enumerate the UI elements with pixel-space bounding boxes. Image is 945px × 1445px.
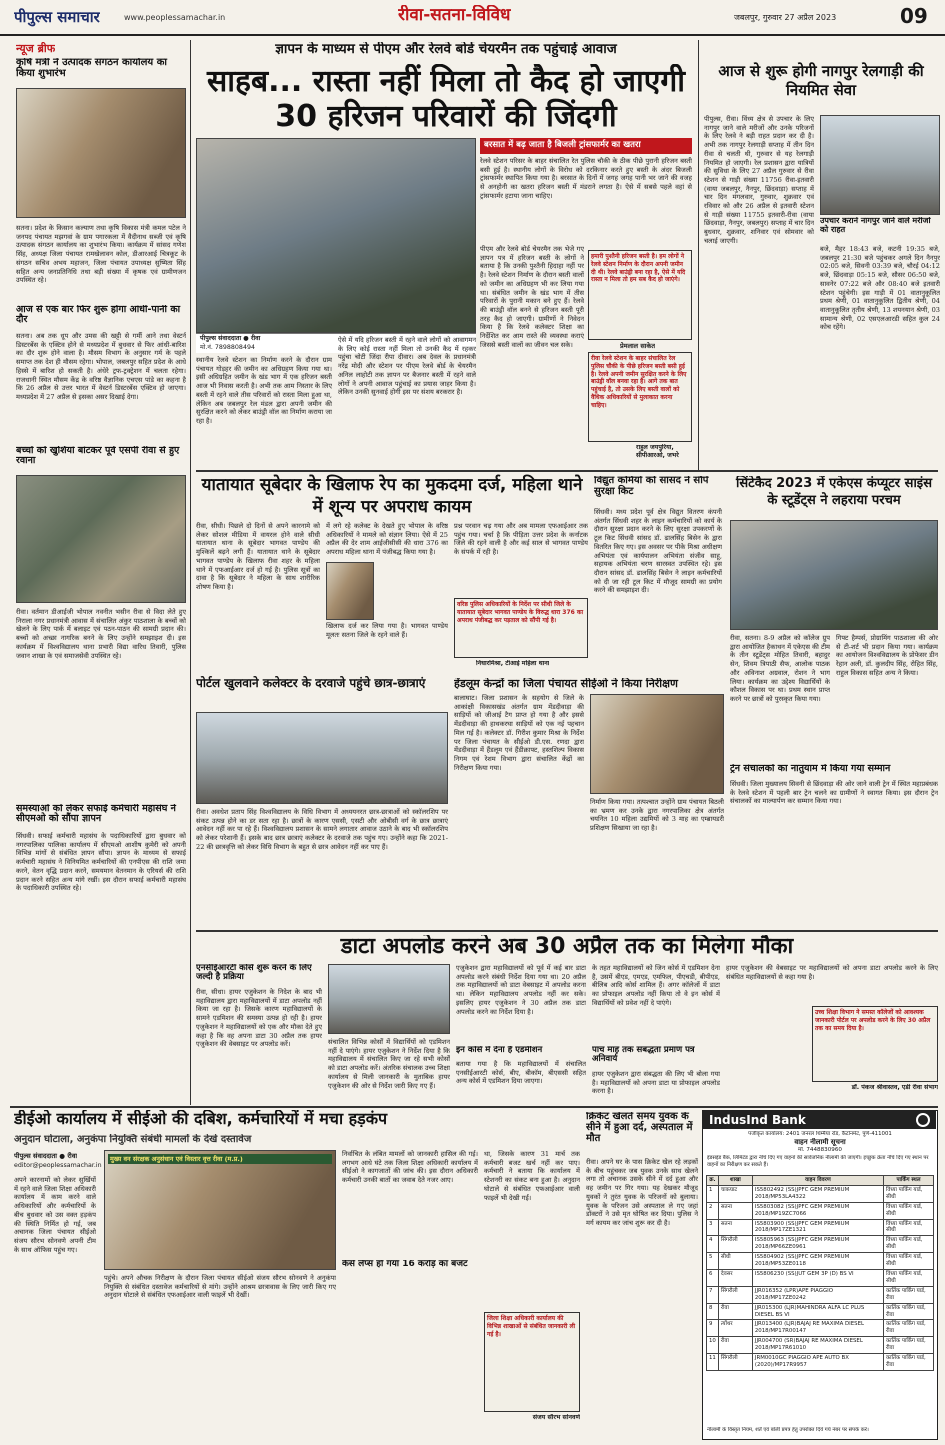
table-row	[707, 1185, 934, 1202]
table-row	[707, 1286, 934, 1303]
table-cell: कार्तिक पार्किंग यार्ड, रीवा	[884, 1354, 934, 1371]
bank-header	[703, 1111, 936, 1129]
table-row	[707, 1303, 934, 1320]
rape-case-col-1: रीवा, सीधी। पिछले दो दिनों से अपने कारनामे को लेकर सोशल मीडिया में वायरल होने वाले सीधी यातायात थाना के सूबेदार भागवत पाण्डेय की मुश्किलें बढ़ने लगी हैं। यातायात थाने के सूबेदार भागवत पाण्डेय के खिलाफ रीवा शहर के महिला थाने में एफआईआर दर्ज हो गई है। पुलिस सूत्रों का दावा है कि सूबेदार ने महिला के साथ शारीरिक शोषण किया है।	[196, 522, 320, 591]
handloom-text: बालाघाट। जिला प्रशासन के सहयोग से जिले के आकांक्षी विकासखंड अंतर्गत ग्राम मेंडदीवाड़ा की साड़ियों को जीआई टैग प्राप्त हो गया है और इससे मेंडदीवाड़ा की हाथकरघा साड़ियों को एक नई पहचान मिल गई है। कलेक्टर डॉ. गिरीश कुमार मिश्रा के निर्देश पर जिला पंचायत के सीईओ डी.एस. रणदा द्वारा मेंडदीवाड़ा में हैंडलूम एवं हैंडीक्राफ्ट, हस्तशिल्प विकास निगम एवं रेशम विभाग द्वारा संचालित केंद्रों का निरीक्षण किया गया।	[454, 694, 584, 772]
portal-headline: पोर्टल खुलवाने कलेक्टर के दरवाजे पहुंचे छात्र-छात्राएं	[196, 676, 426, 690]
aks-text: रीवा, सतना। 8-9 अप्रैल को कॉलेज ग्रुप द्वारा आयोजित हैकाथन में एकेएस की टीम के तीन स्टूडेंट्स मोहित तिवारी, बहादुर सेन, शिवम त्रिपाठी सैफ, आलोक पाठक और अविनाश अग्रवाल, रोशन ने भाग लिया। कार्यक्रम का उद्देश्य विद्यार्थियों के कौशल विकास पर था। प्रथम स्थान प्राप्त करने पर छात्रों को पुरस्कृत किया गया।	[730, 634, 830, 703]
table-header: क्र.	[707, 1176, 719, 1186]
news-brief-label: न्यूज ब्रीफ	[16, 42, 56, 55]
table-cell: रीवा	[718, 1303, 752, 1320]
rape-case-col-2: में लगे रहे कलेक्ट के देखते हुए भोपाल के वरिष्ठ अधिकारियों ने मामले को संज्ञान लिया। ऐसे में 25 अप्रैल की देर शाम आईजीसीसी की धारा 376 का अपराध महिला थाना में पंजीबद्ध किया गया है।	[326, 522, 448, 557]
train-honor-headline: ट्रेन संचालकों का नातुयाम में किया गया सम्मान	[730, 764, 891, 774]
brief-4-headline: समस्याओं को लेकर सफाई कर्मचारी महासंघ ने सीएमओ को सौंपा ज्ञापन	[16, 804, 176, 825]
table-cell: विंध्या पार्किंग यार्ड, सीधी	[884, 1253, 934, 1270]
rape-case-col-3: प्रश्न परवान चढ़ गया और अब मामला एफआईआर तक पहुंच गया। चर्चा है कि पीड़िता उत्तर प्रदेश के कर्नाटक जिले की रहने वाली है और कई साल से भागवत पाण्डेय के संपर्क में रही है।	[454, 522, 588, 557]
news-brief-column	[10, 40, 188, 1105]
deo-col-3: निर्वाचित के लंबित मामलों को जानकारी हासिल की गई। लगभग आधे घंटे तक जिला शिक्षा अधिकारी कार्यालय में सीईओ ने कागजातों की जांच की। इस दौरान अधिकारी कर्मचारी उनकी बातों का जवाब देते नजर आए।	[342, 1150, 478, 1185]
rape-case-quote	[454, 598, 588, 658]
rape-case-photo	[326, 562, 374, 620]
bank-footer: नीलामी के विस्तृत नियम, शर्तें एवं बोली प्रपत्र हेतु उपरोक्त दिये गये नंबर पर संपर्क करें।	[707, 1427, 869, 1433]
cricket-text: रीवा। अपने घर के पास क्रिकेट खेल रहे लड़कों के बीच पहुंचकर जब युवक उनके साथ खेलने लगा तो अचानक उसके सीने में दर्द हुआ और वह जमीन पर गिर गया। यह देखकर मौजूद युवकों ने तुरंत युवक के परिजनों को बुलाया। युवक के परिजन उसे अस्पताल ले गए जहां डॉक्टरों ने उसे मृत घोषित कर दिया। पुलिस ने मर्ग कायम कर जांच शुरू कर दी है।	[586, 1158, 698, 1227]
table-cell: JJR004700 (SR)BAJAJ RE MAXIMA DIESEL 2018/MP17R61010	[752, 1337, 883, 1354]
table-row	[707, 1202, 934, 1219]
table-cell: कार्तिक पार्किंग यार्ड, रीवा	[884, 1286, 934, 1303]
deo-signer: संजय सौरभ सोनवणे	[532, 1414, 580, 1421]
quote-box-1	[588, 250, 692, 340]
train-text: पीपुल्स, रीवा। विंध्य क्षेत्र से उपचार के लिए नागपुर जाने वाले मरीजों और उनके परिजनों के लिए रेलवे ने बड़ी राहत प्रदान कर दी है। अभी तक नागपुर रेलगाड़ी सप्ताह में तीन दिन रीवा से चलती थी, गुरुवार से यह रेलगाड़ी नियमित हो जाएगी। रेल प्रशासन द्वारा यात्रियों की सुविधा के लिए 27 अप्रैल गुरुवार से रीवा स्टेशन से गाड़ी संख्या 11756 रीवा-इतवारी (वाया जबलपुर, नैनपुर, छिंदवाड़ा) सप्ताह में चार दिन मंगलवार, गुरुवार, शुक्रवार एवं रविवार को और 26 अप्रैल से इतवारी स्टेशन से गाड़ी संख्या 11755 इतवारी-रीवा (वाया छिंदवाड़ा, नैनपुर, जबलपुर) सप्ताह में चार दिन बुधवार, शुक्रवार, शनिवार एवं सोमवार को चलाई जाएगी।	[704, 115, 814, 245]
lead-col-1: स्थानीय रेलवे स्टेशन का निर्माण करने के दौरान ग्राम पंचायत गोड़हर की जमीन का अधिग्रहण किया गया था। इसी अधिग्रहित जमीन के खंड भाग में एक हरिजन बस्ती आज भी निवास करती है। अभी तक आम निस्तार के लिए बस्ती में रहने वाले तीस परिवारों को रास्ता मिला हुआ था, लेकिन अब जबलपुर रेल मंडल द्वारा अपनी जमीन की सुरक्षित करने को लेकर बाउंड्री वॉल का निर्माण कराया जा रहा है।	[196, 356, 332, 425]
bank-office: पंजीकृत कार्यालय: 2401 जनरल थिम्मैया रोड, कैंटोनमेंट, पुणे-411001	[748, 1131, 892, 1137]
column-rule	[190, 40, 191, 1105]
rape-case-signer: निधारमिश्रा, टीआई महिला थाना	[476, 660, 550, 667]
data-upload-photo	[328, 964, 450, 1034]
table-cell: IS5806230 (SS)JUT GEM 3P (D) BS VI	[752, 1269, 883, 1286]
quote-box-2	[588, 352, 692, 442]
table-cell: सतना	[718, 1202, 752, 1219]
table-cell: त्योंथर	[718, 1320, 752, 1337]
aks-headline: सिंटेकैद 2023 में एकेएस कंप्यूटर साइंस के स्टूडेंट्स ने लहराया परचम	[736, 476, 932, 508]
cricket-headline: क्रिकेट खेलते समय युवक के सीने में हुआ दर्द, अस्पताल में मौत	[586, 1112, 693, 1144]
table-cell: 5	[707, 1253, 719, 1270]
table-cell: IS5803082 (SS)JPFC GEM PREMIUM 2018/MP19ZC7066	[752, 1202, 883, 1219]
sidebar-red-title: बरसात में बढ़ जाता है बिजली ट्रांसफार्मर का खतरा	[480, 138, 692, 154]
train-photo-caption: उपचार कराने नागपुर जाने वाले मरीजों को राहत	[820, 217, 931, 234]
brief-3-headline: बच्चों को खुशियां बांटकर पूर्व एसपी रीवा से हुए रवाना	[16, 446, 180, 467]
table-row	[707, 1320, 934, 1337]
data-upload-far-headline: पांच माह तक संबद्धता प्रमाण पत्र अनिवार्य	[592, 1046, 695, 1065]
deo-quote	[484, 1312, 580, 1412]
dateline: जबलपुर, गुरुवार 27 अप्रैल 2023	[734, 13, 837, 22]
deo-col-4: था, जिसके कारण 31 मार्च तक कर्मचारी बजट खर्च नहीं कर पाए। कर्मचारी ने बताया कि कार्यालय में स्टेशनरी का संकट बना हुआ है। अनुदान घोटाले से संबंधित एफआईआर वाली फाइलें भी देखी गईं।	[484, 1150, 580, 1202]
table-row	[707, 1219, 934, 1236]
data-upload-right-text-2: बताया गया है कि महाविद्यालयों में संचालित एनसीईआरटी कोर्स, बीए, बीकॉम, बीएससी सहित अन्य कोर्स में एडमिशन दिया जाएगा।	[456, 1060, 586, 1086]
table-cell: 7	[707, 1286, 719, 1303]
table-cell: IS5802492 (SS)JPFC GEM PREMIUM 2018/MP53LA4322	[752, 1185, 883, 1202]
column-rule	[698, 40, 699, 470]
train-headline: आज से शुरू होगी नागपुर रेलगाड़ी की नियमित सेवा	[718, 62, 924, 99]
table-cell: IS5803900 (SS)JPFC GEM PREMIUM 2018/MP17ZE1321	[752, 1219, 883, 1236]
portal-photo	[196, 712, 448, 804]
data-upload-far-text-2: हायर एजुकेशन द्वारा संबद्धता की लिए भी बोला गया है। महाविद्यालयों को अपना डाटा या प्रोफाइल अपलोड करना है।	[592, 1070, 720, 1096]
brief-3-text: रीवा। वर्तमान डीआईजी भोपाल नवनीत भसीन रीवा से विदा लेते हुए निराला नगर प्रधानमंत्री आवास में संचालित अंकुर पाठशाला के बच्चों को खेलने के लिए पार्क में बलाइट एवं पठन-पाठन की सामग्री प्रदान की। बच्चों को अच्छा नागरिक बनने के लिए उन्होंने समझाइश दी। इस कार्यक्रम में विश्वविद्यालय थाना प्रभारी विद्या वारिध तिवारी, पुलिस जवान शाखा के एवं समाजसेवी उपस्थित रहे।	[16, 608, 186, 660]
page-number: 09	[900, 4, 928, 28]
deo-email: editor@peoplessamachar.in	[14, 1162, 102, 1169]
table-cell: सिंगरौली	[718, 1286, 752, 1303]
table-cell: कार्तिक पार्किंग यार्ड, रीवा	[884, 1337, 934, 1354]
brief-3-photo	[16, 475, 186, 603]
table-row	[707, 1354, 934, 1371]
table-cell: चाकघाट	[718, 1185, 752, 1202]
table-cell: JRM0010GC PIAGGIO APE AUTO BX (2020)/MP17R9957	[752, 1354, 883, 1371]
quote-2-signer: राहुल जयपुरिया, सीपीआरओ, जभरे	[636, 444, 679, 460]
quote-2: रीवा रेलवे स्टेशन के बाहर संचालित रेल पुलिस चौकी के पीछे हरिजन बस्ती बसी हुई है। रेलवे अपनी जमीन सुरक्षित करने के लिए बाउंड्री वॉल बनवा रहा है। आगे तक बात पहुंचाई है, तो उसके लिए बस्ती वालों को वैधिक अधिकारियों से मुलाकात करना चाहिए।	[591, 355, 687, 409]
portal-text: रीवा। अवधेश प्रताप सिंह विश्वविद्यालय के विधि विभाग में अध्ययनरत छात्र-छात्राओं को स्कॉलरशिप पर संकट उत्पन्न होने का डर सता रहा है। छात्रों के कारण एससी, एसटी और ओबीसी वर्ग के छात्र छात्राएं आवेदन नहीं कर पा रहे हैं। विश्वविद्यालय प्रशासन के सामने लगातार आवाज उठाने के बाद भी स्कॉलरशिप को लेकर परेशानी हैं। इसके बाद छात्र छात्राएं कलेक्टर के दरवाजे तक पहुंच गए। उन्होंने कहा कि 2021-22 की छात्रवृत्ति को लेकर विधि विभाग के बहुत से छात्र आवेदन नहीं कर पाए हैं।	[196, 808, 448, 851]
table-cell: विंध्या पार्किंग यार्ड, सीधी	[884, 1236, 934, 1253]
table-cell: 8	[707, 1303, 719, 1320]
quote-1-signer: प्रेमलाल साकेत	[620, 342, 656, 350]
aks-photo	[730, 520, 938, 630]
table-cell: 6	[707, 1269, 719, 1286]
table-cell: 4	[707, 1236, 719, 1253]
deo-headline: डीईओ कार्यालय में सीईओ की दबिश, कर्मचारियों में मचा हड़कंप	[14, 1110, 388, 1128]
train-honor-text: सिंधवी। जिला मुख्यालय सिवनी से छिंदवाड़ा की ओर जाने वाली ट्रेन में स्थित महाप्रबंधक के रेलवे स्टेशन में पहली बार ट्रेन चलने का ग्रामीणों ने स्वागत किया। इस दौरान ट्रेन संचालकों का माल्यार्पण कर सम्मान किया गया।	[730, 780, 938, 806]
data-upload-left-text: रीवा, सीधा। हायर एजुकेशन के निदेश के बाद भी महाविद्यालय द्वारा महाविद्यालयों में डाटा अपलोड नहीं किया जा रहा है। जिसके कारण महाविद्यालयों के सामने एडमिशन की समस्या उत्पन्न हो रही है। हायर एजुकेशन ने महाविद्यालयों को एक और मौका देते हुए कहा है कि वह अपना डाटा 30 अप्रैल तक हायर एजुकेशन की वेबसाइट पर अपलोड करें।	[196, 988, 322, 1049]
table-cell: 9	[707, 1320, 719, 1337]
section-divider	[196, 470, 938, 472]
handloom-headline: हेंडलूम केन्द्रों का जिला पंचायत सीईओ ने किया निरीक्षण	[454, 678, 678, 690]
table-cell: IS5804902 (SS)JPFC GEM PREMIUM 2018/MP53ZE0118	[752, 1253, 883, 1270]
table-cell: विंध्या पार्किंग यार्ड, सीधी	[884, 1219, 934, 1236]
brief-2-headline: आज से एक बार फिर शुरू होगा आंधी-पानी का दौर	[16, 305, 181, 326]
table-cell: 3	[707, 1219, 719, 1236]
section-divider	[196, 930, 938, 932]
deo-quote-text: जिला शिक्षा अधिकारी कार्यालय की विभिन्न शाखाओं से संबंधित जानकारी ली गई है।	[487, 1315, 576, 1338]
data-upload-right-headline: इन कोर्स में देना है एडमीशन	[456, 1046, 543, 1055]
bank-auction-table	[706, 1175, 934, 1371]
table-cell: विंध्या पार्किंग यार्ड, सीधी	[884, 1202, 934, 1219]
table-row	[707, 1269, 934, 1286]
table-header: शाखा	[718, 1176, 752, 1186]
table-row	[707, 1236, 934, 1253]
table-cell: JJR013400 (LJR)BAJAJ RE MAXIMA DIESEL 2018/MP17R00147	[752, 1320, 883, 1337]
sidebar-red-text: रेलवे स्टेशन परिसर के बाहर संचालित रेत पुलिस चौकी के ठीक पीछे पुरानी हरिजन बस्ती बसी हुई है। स्थानीय लोगों के विरोध को दरकिनार करते हुए बस्ती के अंदर बिजली ट्रांसफार्मर स्थापित किया गया है। बरसात के दिनों में जगह जगह पानी भर जाने की वजह से अनहोनी का खतरा हरिजन बस्ती में मंडराने लगता है। ऐसे में सबसे पहले वहां से ट्रांसफार्मर हटाया जाना चाहिए।	[480, 157, 692, 200]
paper-logo: पीपुल्स समाचार	[14, 8, 100, 26]
table-cell: 11	[707, 1354, 719, 1371]
table-cell: JJR016352 (LPR)APE PIAGGIO 2018/MP17ZE0242	[752, 1286, 883, 1303]
lead-kicker: ज्ञापन के माध्यम से पीएम और रेलवे बोर्ड चेयरमैन तक पहुंचाई आवाज	[275, 42, 617, 57]
data-upload-left-headline: एनसीईआरटी कोर्स शुरू करने के लिए जल्दी है प्रक्रिया	[196, 964, 312, 983]
brief-4-text: सिंधवी। सफाई कर्मचारी महासंघ के पदाधिकारियों द्वारा बुधवार को नगरपालिका पालिका कार्यालय में सीएमओ आशीष कुमेरी को अपनी विभिन्न मांगों से संबंधित ज्ञापन सौंपा। ज्ञापन के माध्यम से सफाई कर्मचारी महासंघ ने विनियमित कर्मचारियों की एनपीएस की राशि जमा करने, वेतन वृद्धि प्रदान करने, समयमान वेतनमान के एरियर्स की राशि प्रदान करने सहित अन्य मांगे रखीं। इस दौरान सफाई कर्मचारी महासंघ के पदाधिकारी उपस्थित रहे।	[16, 832, 186, 893]
table-cell: विंध्या पार्किंग यार्ड, सीधी	[884, 1185, 934, 1202]
handloom-text-2: निर्माण किया गया। तत्पश्चात उन्होंने ग्राम पंचायत बिठली का भ्रमण कर उनके द्वारा नगरपालिका क्षेत्र अंतर्गत चयनित 10 महिला उद्यमियों को 3 माह का एम्ब्रायडरी प्रशिक्षण सिखाया जा रहा है।	[590, 798, 724, 833]
brief-2-text: सतना। अब तक धूप और उमस की खट्टी से गर्मी आने तथा वेस्टर्न डिस्टरबेंस के एक्टिव होने से मध्यप्रदेश में बुधवार से फिर आंधी-बारिश का दौर शुरू होने वाला है। मौसम विभाग के अनुसार गर्म के पहले समाप्त तक देश ही मौसम रहेगा। भोपाल, जबलपुर सहित प्रदेश के आधे हिस्से में बारिश हो सकती है। अंधेरे ट्रफ-ट्रक्ट्रेशन में चलता रहेगा। राजधानी स्थित मौसम केंद्र के वरिष्ठ वैज्ञानिक एचएस पांडे का कहना है कि 26 अप्रैल से उत्तर भारत में वेस्टर्न डिस्टरबेंस एक्टिव हो जाएगा। मध्यप्रदेश में 27 अप्रैल से इसका असर दिखाई देगा।	[16, 332, 186, 401]
lead-byline: पीपुल्स संवाददाता ● रीवा	[200, 335, 261, 342]
table-cell: सिंगरौली	[718, 1236, 752, 1253]
deo-photo	[104, 1150, 336, 1270]
table-header-row	[707, 1176, 934, 1186]
data-upload-signer: डॉ. पंकज श्रीवास्तव, एडी रीवा संभाग	[851, 1084, 938, 1091]
handloom-photo	[590, 694, 724, 794]
table-cell: IS5805963 (SS)JPFC GEM PREMIUM 2018/MP66ZE0961	[752, 1236, 883, 1253]
lead-mobile: मो.नं. 7898808494	[200, 344, 255, 351]
brief-1-text: सतना। प्रदेश के किसान कल्याण तथा कृषि विकास मंत्री कमल पटेल ने जनपद पंचायत मझगवां के ग्राम पगारकला में वैदीनाथ सब्जी एवं कृषि उत्पादक संगठन कार्यालय का शुभारंभ किया। कार्यक्रम में सांसद गणेश सिंह, अध्यक्ष जिला पंचायत रामखेलावन कोल, डीआरआई चित्रकूट के संगठन सचिव अभय महाजन, जिला पंचायत उपाध्यक्ष सुष्मिता सिंह सहित अन्य जनप्रतिनिधि तथा बड़ी संख्या में कृषक एवं ग्रामीणजन उपस्थित रहे।	[16, 224, 186, 285]
paper-url: www.peoplessamachar.in	[124, 13, 226, 22]
deo-byline: पीपुल्स संवाददाता ● रीवा	[14, 1152, 78, 1160]
table-cell: JJR015300 (LJR)MAHINDRA ALFA LC PLUS DIESEL BS VI	[752, 1303, 883, 1320]
bank-logo-icon	[916, 1113, 930, 1127]
deo-col-2: पहुंचे। अपने औचक निरीक्षण के दौरान जिला पंचायत सीईओ संजय सौरभ सोनवणे ने अनुकंपा नियुक्ति से संबंधित दस्तावेज कर्मचारियों से मांगे। उन्होंने आश्रम छात्रावास के लिए जारी किए गए अनुदान घोटाले से संबंधित एफआईआर वाली फाइलें भी देखीं।	[104, 1274, 336, 1300]
data-upload-headline: डाटा अपलोड करने अब 30 अप्रैल तक का मिलेगा मौका	[340, 935, 794, 959]
electric-headline: विद्युत कर्मियों को सांसद ने सौंपे सुरक्षा किट	[594, 476, 709, 497]
data-upload-far-text: के तहत महाविद्यालयों को जिन कोर्स में एडमिशन देना है, उसमें बीएड, एमएड, एमफिल, पीएचडी, बीपीएड, बीलिब आदि कोर्स शामिल हैं। अगर कॉलेजों में डाटा का प्रोफाइल अपलोड नहीं किया तो वे इन कोर्स में विद्यार्थियों को प्रवेश नहीं दे पाएंगे।	[592, 964, 720, 1007]
table-cell: विंध्या पार्किंग यार्ड, सीधी	[884, 1269, 934, 1286]
section-title: रीवा-सतना-विविध	[398, 5, 511, 25]
data-upload-quote	[812, 1006, 938, 1082]
masthead	[0, 0, 945, 36]
data-upload-mid-text: संचालित विभिन्न कोर्सों में विद्यार्थियों को एडमिशन नहीं दे पाएंगे। हायर एजुकेशन ने निर्देश दिया है कि महाविद्यालय में संचालित किए जा रहे सभी कोर्सों को डाटा अपलोड करें। अंतरिक संचालक उच्च शिक्षा कार्यालय से मिली जानकारी के मुताबिक हायर एजुकेशन की ओर से निर्देश जारी किए गए हैं।	[328, 1038, 450, 1090]
table-row	[707, 1337, 934, 1354]
lead-headline: साहब... रास्ता नहीं मिला तो कैद हो जाएगी 30 हरिजन परिवारों की जिंदगी	[207, 64, 685, 135]
data-upload-right-text: एजुकेशन द्वारा महाविद्यालयों को पूर्व में कई बार डाटा अपलोड करने संबंधी निर्देश दिया गया था। 20 अप्रैल तक महाविद्यालयों को डाटा वेबसाइट में अपलोड करना था। लेकिन महाविद्यालय अपलोड नहीं कर सके। इसलिए हायर एजुकेशन ने 30 अप्रैल तक डाटा अपलोड करने का निर्देश दिया है।	[456, 964, 586, 1016]
table-cell: 1	[707, 1185, 719, 1202]
table-cell: 10	[707, 1337, 719, 1354]
bank-table-wrap	[706, 1175, 934, 1425]
aks-text-2: गिफ्ट हैम्पर्स, प्रोग्रामिंग पाठशाला की ओर से टी-शर्ट भी प्रदान किया गया। कार्यक्रम का आयोजन विश्वविद्यालय के प्रोफेसर डीन रेहान अली, डॉ. कुलदीप सिंह, रोहित सिंह, राहुल विकास सहित अन्य ने किया।	[836, 634, 938, 677]
table-cell: कार्तिक पार्किंग यार्ड, रीवा	[884, 1303, 934, 1320]
rape-case-photo-caption: खिलाफ दर्ज कर लिया गया है। भागवत पाण्डेय मूलतः सतना जिले के रहने वाले हैं।	[326, 622, 448, 639]
brief-1-headline: कृषि मंत्री ने उत्पादक संगठन कार्यालय का किया शुभारंभ	[16, 58, 167, 79]
bank-title: वाहन नीलामी सूचना	[794, 1138, 846, 1146]
deo-subhead: अनुदान घोटाला, अनुकंपा नियुक्ति संबंधी मामलों के देखे दस्तावेज	[14, 1134, 252, 1145]
deo-col-1: अपने कारनामों को लेकर सुर्खियों में रहने वाले जिला शिक्षा अधिकारी कार्यालय में काम करने वाले अधिकारियों और कर्मचारियों के बीच बुधवार को उस वक्त हड़कंप की स्थिति निर्मित हो गई, जब अचानक जिला पंचायत सीईओ संजय सौरभ सोनवणे अपनी टीम के साथ ऑफिस पहुंच गए।	[14, 1176, 96, 1254]
brief-1-photo	[16, 88, 186, 218]
rape-case-headline: यातायात सूबेदार के खिलाफ रेप का मुकदमा दर्ज, महिला थाने में शून्य पर अपराध कायम	[201, 475, 583, 518]
section-divider	[10, 1106, 938, 1108]
table-cell: सतना	[718, 1219, 752, 1236]
bank-name: IndusInd Bank	[709, 1113, 806, 1127]
bank-intro: इंडसइंड बैंक, लिमिटेड द्वारा नीचे दिए गए वाहनों की सार्वजनिक नीलामी की जाएगी। इच्छुक क्रेता नीचे दिए गए स्थान पर वाहनों का निरीक्षण कर सकते हैं।	[707, 1155, 929, 1168]
rape-case-quote-text: वरिष्ठ पुलिस अधिकारियों के निर्देश पर सीधी जिले के यातायात सूबेदार भागवत पाण्डेय के विरुद्ध धारा 376 का अपराध पंजीबद्ध कर पड़ताल को सौंपी गई है।	[457, 601, 584, 624]
train-photo	[820, 115, 940, 215]
deo-office-board: मुख्य वन संरक्षक अनुसंधान एवं विस्तार वृत्त रीवा (म.प्र.)	[108, 1154, 332, 1164]
train-text-2: बजे, मैहर 18:43 बजे, कटनी 19:35 बजे, जबलपुर 21:30 बजे पहुंचकर अगले दिन नैनपुर 02:05 बजे, सिवनी 03:39 बजे, चौरई 04:12 बजे, छिंदवाड़ा 05:15 बजे, सौसर 06:50 बजे, सावनेर 07:22 बजे और 08:40 बजे इतवारी स्टेशन पहुंचेगी। इस गाड़ी में 01 वातानुकूलित प्रथम श्रेणी, 01 वातानुकूलित द्वितीय श्रेणी, 04 वातानुकूलित तृतीय श्रेणी, 13 शयनयान श्रेणी, 03 सामान्य श्रेणी, 02 एसएलआरडी सहित कुल 24 कोच रहेंगे।	[820, 245, 940, 332]
table-cell: 2	[707, 1202, 719, 1219]
table-cell: कार्तिक पार्किंग यार्ड, रीवा	[884, 1320, 934, 1337]
table-header: पार्किंग स्थल	[884, 1176, 934, 1186]
data-upload-far-text-3: हायर एजुकेशन की वेबसाइट पर महाविद्यालयों को अपना डाटा अपलोड करने के लिए संबंधित महाविद्यालयों से कहा गया है।	[726, 964, 938, 981]
bank-phone: मो. 7448830960	[798, 1147, 842, 1153]
lead-col-3: पीएम और रेलवे बोर्ड चेयरमैन तक भेजे गए ज्ञापन पत्र में हरिजन बस्ती के लोगों ने बताया है कि उनकी पुश्तैनी हिदाहा नहीं पर है। रेलवे स्टेशन निर्माण के दौरान बस्ती वालों को जमीन का अधिग्रहण भी कर लिया गया था। संबंधित जमीन के खंड भाग में तीस परिवारों के पुरानी मकान बने हुए हैं। रेलवे की बाउंड्री वॉल बनने से हरिजन बस्ती पूरी तरह कैद हो जाएगी। ग्रामीणों ने निवेदन किया है कि रेलवे कलेक्टर शिक्षा का निर्देशित कर आम रास्ते की व्यवस्था कराएं जिससे बस्ती वालों का जीवन चल सके।	[480, 245, 584, 349]
table-cell: देवसर	[718, 1269, 752, 1286]
quote-1: हमारी पुश्तैनी हरिजन बस्ती है। हम लोगों ने रेलवे स्टेशन निर्माण के दौरान अपनी जमीन दी थी। रेलवे बाउंड्री बना रहा है, ऐसे में यदि रास्ता न मिला तो हम सब कैद हो जाएंगे।	[591, 253, 686, 284]
lead-col-2: ऐसे में यदि हरिजन बस्ती में रहने वाले लोगों को आवागमन के लिए कोई रास्ता नहीं मिला तो उनकी कैद में रहकर पहुंचा चोटी जिंदा रीपा दीवार। अब देवल के प्रधानमंत्री नरेंद्र मोदी और स्टेशन पर पीएम रेलवे बोर्ड के चेयरमैन अनिल लाहोटी तक ज्ञापन पर बैजनार बस्ती में रहने वाले लोगों ने अपनी आवाज पहुंचाई का प्रयास जाहर किया है। लेकिन उनकी सुनवाई होगी इस पर संशय बरकरार है।	[338, 336, 476, 397]
lead-photo	[196, 138, 476, 333]
table-cell: सिंगरौली	[718, 1354, 752, 1371]
table-cell: रीवा	[718, 1337, 752, 1354]
data-upload-quote-text: उच्च शिक्षा विभाग ने समस्त कॉलेजों को आवश्यक जानकारी पोर्टल पर अपलोड करने के लिए 30 अप्रैल तक का समय दिया है।	[815, 1009, 931, 1032]
electric-text: सिंधवी। मध्य प्रदेश पूर्व क्षेत्र विद्युत वितरण कंपनी अंतर्गत सिंधवी शहर के लाइन कर्मचारियों को कार्य के दौरान सुरक्षा प्रदान करने के लिए सुरक्षा उपकरणों के टूल किट सिंधवी सांसद डॉ. ढालसिंह बिसेन के द्वारा वितरित किए गए। इस अवसर पर पीके मिश्रा अधीक्षण अभियंता एवं कार्यपालन अभियंता संजीव साहू, सहायक अभियंता चरण सारस्वत उपस्थित रहे। इस दौरान सांसद डॉ. ढालसिंह बिसेन ने लाइन कर्मचारियों को दी जा रही टूल किट में मौजूद सामग्री का प्रयोग करने की समझाइश दी।	[594, 508, 722, 595]
table-row	[707, 1253, 934, 1270]
table-cell: सीधी	[718, 1253, 752, 1270]
deo-sub-headline: कैसे लैप्स हो गया 16 करोड़ का बजट	[342, 1260, 478, 1270]
bank-ad	[702, 1110, 938, 1440]
table-header: वाहन विवरण	[752, 1176, 883, 1186]
